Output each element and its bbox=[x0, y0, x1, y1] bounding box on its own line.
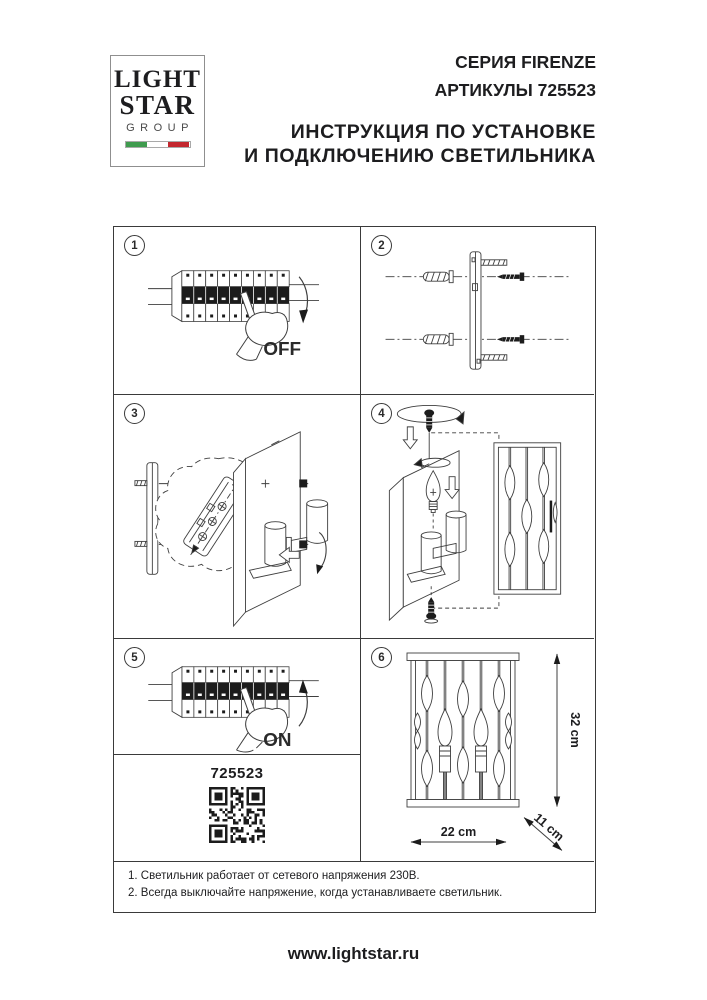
instruction-grid bbox=[113, 226, 596, 913]
width-dim-label: 22 cm bbox=[440, 825, 477, 839]
height-dim-label: 32 cm bbox=[568, 712, 582, 748]
qr-code bbox=[114, 787, 360, 848]
italian-flag-bar bbox=[125, 141, 191, 148]
step-5-panel bbox=[114, 639, 361, 755]
bracket-mounting-drawing bbox=[361, 227, 594, 394]
step-number-badge: 4 bbox=[371, 403, 392, 424]
note-1: 1. Светильник работает от сетевого напряжения 230В. bbox=[128, 870, 420, 882]
screw-icon bbox=[497, 273, 524, 344]
step-number-badge: 2 bbox=[371, 235, 392, 256]
instruction-title-line2: И ПОДКЛЮЧЕНИЮ СВЕТИЛЬНИКА bbox=[244, 144, 596, 167]
backplate-drawing bbox=[234, 432, 301, 626]
step-number-badge: 6 bbox=[371, 647, 392, 668]
width-dimension bbox=[411, 839, 507, 845]
notes-panel bbox=[114, 861, 594, 911]
nut-icon bbox=[299, 479, 307, 487]
header-series-block bbox=[435, 48, 596, 104]
breaker-off-drawing bbox=[114, 227, 360, 394]
depth-dimension bbox=[522, 805, 573, 853]
height-dimension bbox=[554, 654, 560, 808]
series-text: СЕРИЯ FIRENZE bbox=[455, 52, 596, 72]
rotate-arc-icon bbox=[316, 532, 326, 574]
off-label: OFF bbox=[263, 339, 302, 361]
logo-group: GROUP bbox=[126, 122, 194, 134]
nut-icon bbox=[299, 540, 307, 548]
on-label: ON bbox=[263, 729, 292, 751]
step-4-panel bbox=[361, 395, 594, 639]
dimensions-drawing bbox=[361, 639, 594, 861]
step-number-badge: 1 bbox=[124, 235, 145, 256]
note-2: 2. Всегда выключайте напряжение, когда устанавливаете светильник. bbox=[128, 887, 503, 899]
instruction-title-line1: ИНСТРУКЦИЯ ПО УСТАНОВКЕ bbox=[290, 121, 596, 143]
down-arrow-icon bbox=[403, 427, 417, 449]
wall-anchor-icon bbox=[423, 271, 453, 346]
fixture-front-view bbox=[407, 653, 519, 807]
step-6-panel bbox=[361, 639, 594, 861]
step-number-badge: 3 bbox=[124, 403, 145, 424]
step-2-panel bbox=[361, 227, 594, 395]
breaker-on-drawing bbox=[114, 639, 360, 754]
step-3-panel bbox=[114, 395, 361, 639]
instruction-title bbox=[244, 121, 596, 168]
qr-article-number: 725523 bbox=[210, 765, 264, 782]
logo-light: LIGHT bbox=[114, 66, 201, 93]
step-number-badge: 5 bbox=[124, 647, 145, 668]
wiring-detail-drawing bbox=[114, 395, 360, 638]
rotate-down-arrow-icon bbox=[299, 277, 308, 324]
depth-dim-label: 11 cm bbox=[531, 810, 567, 844]
qr-panel bbox=[114, 755, 361, 861]
footer-url: www.lightstar.ru bbox=[287, 944, 420, 963]
lightstar-logo bbox=[110, 55, 205, 167]
decor-shade-drawing bbox=[494, 443, 561, 594]
step-1-panel bbox=[114, 227, 361, 395]
rotate-up-arrow-icon bbox=[299, 680, 308, 727]
assembly-drawing bbox=[361, 395, 594, 638]
articles-text: АРТИКУЛЫ 725523 bbox=[434, 80, 596, 100]
logo-star: STAR bbox=[119, 90, 196, 120]
